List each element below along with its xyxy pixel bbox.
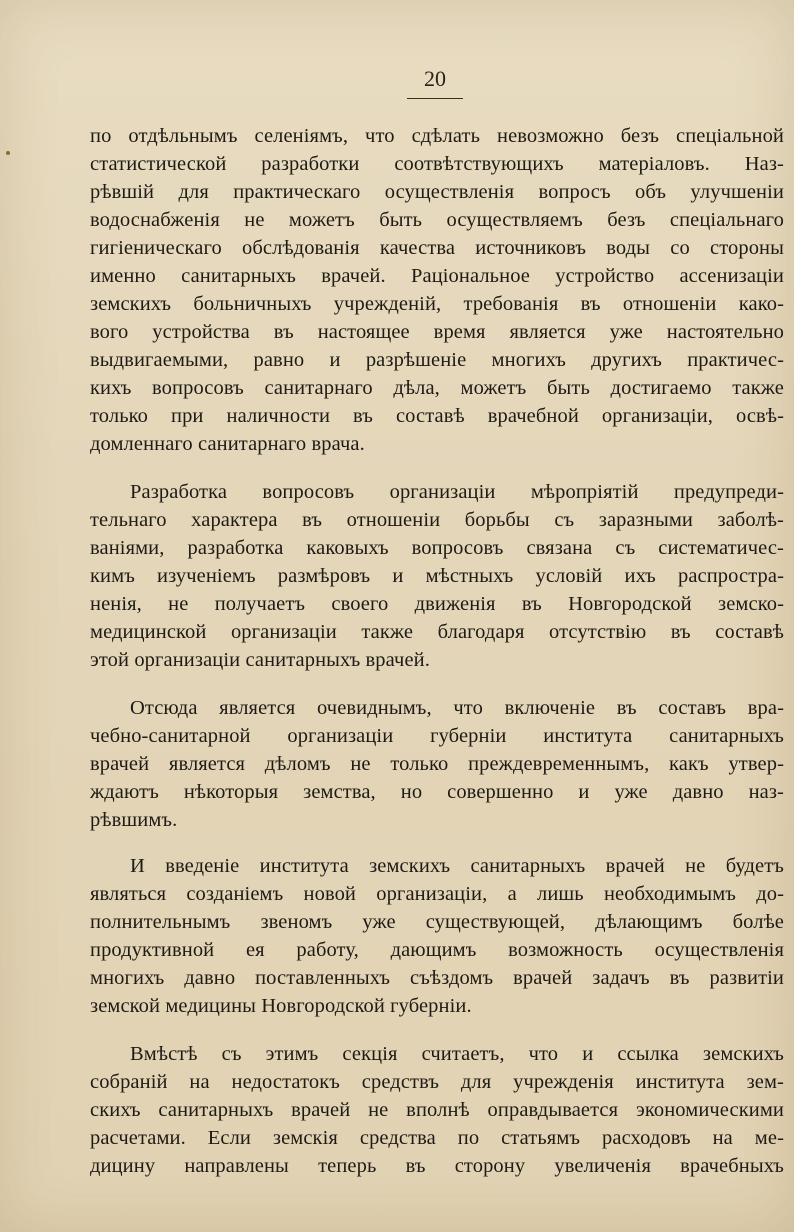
text-line: Вмѣстѣ съ этимъ секція считаетъ, что и ссылка земскихъ (130, 1043, 784, 1065)
text-line: тельнаго характера въ отношеніи борьбы съ заразными заболѣ- (90, 509, 784, 531)
text-line: Отсюда является очевиднымъ, что включеніе въ составъ вра- (130, 697, 784, 719)
text-line: выдвигаемыми, равно и разрѣшеніе многихъ другихъ практичес- (90, 349, 784, 371)
text-line: чебно-санитарной организаціи губерніи института санитарныхъ (90, 725, 784, 747)
text-line: рѣвшимъ. (90, 809, 178, 831)
page-number: 20 (424, 66, 446, 91)
text-line: рѣвшій для практическаго осуществленія вопросъ объ улучшеніи (90, 181, 784, 203)
text-line: домленнаго санитарнаго врача. (90, 433, 365, 455)
text-line: только при наличности въ составѣ врачебной организаціи, освѣ- (90, 405, 784, 427)
text-line: кихъ вопросовъ санитарнаго дѣла, можетъ быть достигаемо также (90, 377, 784, 399)
text-line: земскихъ больничныхъ учрежденій, требованія въ отношеніи како- (90, 293, 784, 315)
text-line: дицину направлены теперь въ сторону увеличенія врачебныхъ (90, 1155, 784, 1177)
text-line: статистической разработки соотвѣтствующихъ матеріаловъ. Наз- (90, 153, 784, 175)
text-line: земской медицины Новгородской губерніи. (90, 995, 472, 1017)
text-line: вого устройства въ настоящее время является уже настоятельно (90, 321, 784, 343)
text-line: собраній на недостатокъ средствъ для учрежденія института зем- (90, 1071, 784, 1093)
text-line: врачей является дѣломъ не только преждевременнымъ, какъ утвер- (90, 753, 784, 775)
text-line: продуктивной ея работу, дающимъ возможность осуществленія (90, 939, 784, 961)
text-line: по отдѣльнымъ селеніямъ, что сдѣлать невозможно безъ спеціальной (90, 125, 784, 147)
text-line: И введеніе института земскихъ санитарныхъ врачей не будетъ (130, 855, 784, 877)
text-line: расчетами. Если земскія средства по статьямъ расходовъ на ме- (90, 1127, 784, 1149)
text-line: ненія, не получаетъ своего движенія въ Новгородской земско- (90, 593, 784, 615)
text-line: скихъ санитарныхъ врачей не вполнѣ оправдывается экономическими (90, 1099, 784, 1121)
text-line: медицинской организаціи также благодаря отсутствію въ составѣ (90, 621, 784, 643)
page-number-rule (407, 98, 463, 99)
text-line: именно санитарныхъ врачей. Раціональное устройство ассенизаціи (90, 265, 784, 287)
text-line: многихъ давно поставленныхъ съѣздомъ врачей задачъ въ развитіи (90, 967, 784, 989)
text-line: являться созданіемъ новой организаціи, а лишь необходимымъ до- (90, 883, 784, 905)
margin-mark (6, 151, 10, 155)
text-line: водоснабженія не можетъ быть осуществляемъ безъ спеціальнаго (90, 209, 784, 231)
text-line: ваніями, разработка каковыхъ вопросовъ связана съ систематичес- (90, 537, 784, 559)
text-line: Разработка вопросовъ организаціи мѣропріятій предупреди- (130, 481, 784, 503)
text-line: полнительнымъ звеномъ уже существующей, дѣлающимъ болѣе (90, 911, 784, 933)
text-line: этой организаціи санитарныхъ врачей. (90, 649, 430, 671)
text-line: гигіеническаго обслѣдованія качества источниковъ воды со стороны (90, 237, 784, 259)
text-line: ждаютъ нѣкоторыя земства, но совершенно и уже давно наз- (90, 781, 784, 803)
text-line: кимъ изученіемъ размѣровъ и мѣстныхъ условій ихъ распростра- (90, 565, 784, 587)
